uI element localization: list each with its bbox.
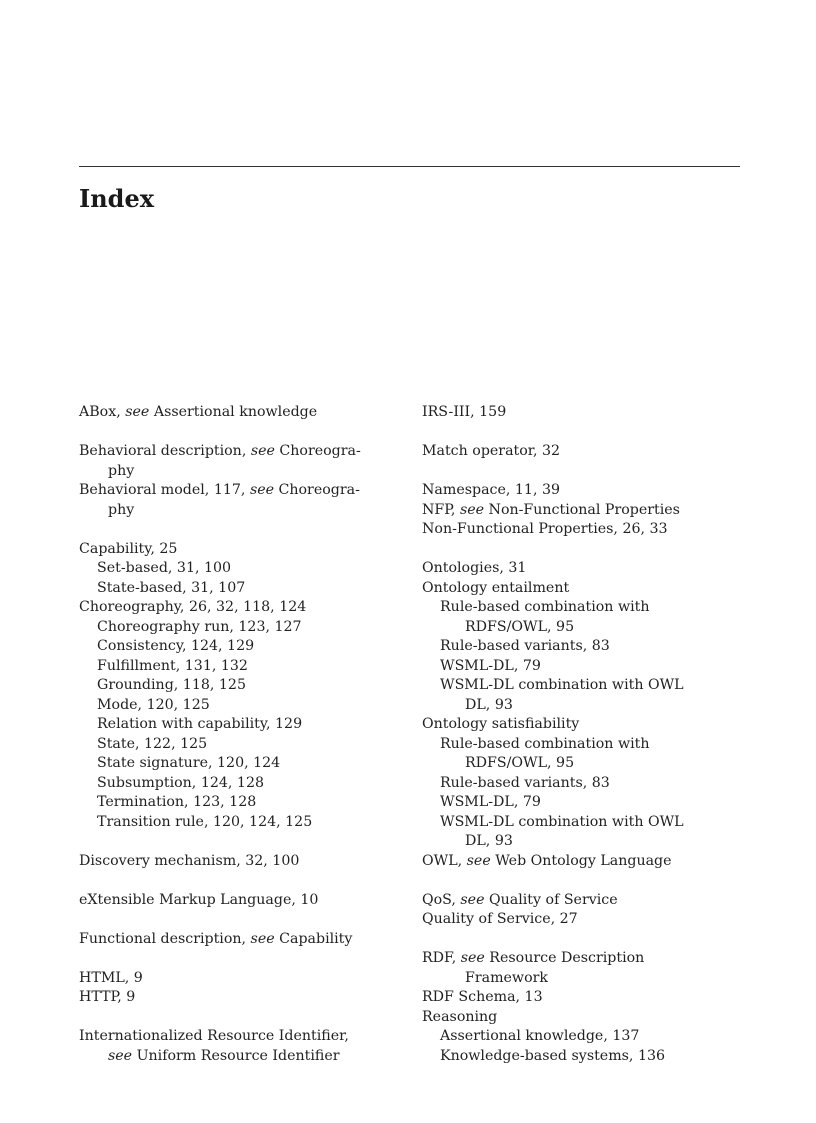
entry-text: WSML-DL combination with OWL xyxy=(440,677,684,693)
entry-text: ABox, xyxy=(79,404,126,420)
see-reference: see xyxy=(125,404,150,420)
see-reference: see xyxy=(460,891,485,908)
index-subentry xyxy=(79,579,389,599)
see-reference: see xyxy=(459,501,485,518)
index-entry xyxy=(79,852,389,872)
index-entry xyxy=(79,1027,389,1047)
entry-text: Rule-based combination with xyxy=(440,599,650,615)
see-reference: see xyxy=(466,852,491,869)
entry-text: Rule-based variants, 83 xyxy=(440,638,610,654)
entry-text: HTML, 9 xyxy=(79,969,143,986)
entry-text: State signature, 120, 124 xyxy=(97,755,281,771)
spacer xyxy=(79,520,389,540)
index-subentry xyxy=(79,559,389,579)
entry-text: Assertional knowledge, 137 xyxy=(440,1028,640,1044)
entry-text: Behavioral model, 117, xyxy=(79,482,250,498)
index-subentry xyxy=(422,676,742,696)
entry-reference-text: Uniform Resource Identifier xyxy=(132,1047,340,1064)
page-title: Index xyxy=(79,184,155,213)
entry-text: Termination, 123, 128 xyxy=(97,794,257,810)
entry-text: Non-Functional Properties, 26, 33 xyxy=(422,521,668,537)
spacer xyxy=(79,871,389,891)
entry-text: Rule-based variants, 83 xyxy=(440,774,610,791)
entry-text: RDFS/OWL, 95 xyxy=(465,618,575,635)
index-entry xyxy=(79,481,389,501)
index-subentry xyxy=(422,735,742,755)
index-entry xyxy=(79,969,389,989)
entry-text: phy xyxy=(108,501,135,518)
index-subentry xyxy=(422,1047,742,1067)
entry-text: Namespace, 11, 39 xyxy=(422,482,561,498)
entry-text: Ontologies, 31 xyxy=(422,560,527,576)
entry-text: Ontology entailment xyxy=(422,579,570,596)
entry-text: Mode, 120, 125 xyxy=(97,696,210,713)
index-entry xyxy=(422,559,742,579)
index-subentry xyxy=(79,774,389,794)
index-subentry xyxy=(422,657,742,677)
entry-text: OWL, xyxy=(422,852,467,869)
entry-text: Match operator, 32 xyxy=(422,443,561,459)
spacer xyxy=(79,949,389,969)
index-subentry xyxy=(79,1047,389,1067)
index-column-left xyxy=(79,403,389,1066)
entry-reference-text: Assertional knowledge xyxy=(149,404,318,420)
see-reference: see xyxy=(249,482,275,498)
entry-text: Behavioral description, xyxy=(79,443,251,459)
index-entry xyxy=(422,891,742,911)
index-column-right xyxy=(422,403,742,1066)
entry-text: RDF, xyxy=(422,950,461,966)
index-subentry xyxy=(79,618,389,638)
entry-text: WSML-DL, 79 xyxy=(440,657,541,674)
entry-text: RDF Schema, 13 xyxy=(422,989,543,1005)
spacer xyxy=(422,871,742,891)
entry-text: Quality of Service, 27 xyxy=(422,911,578,927)
entry-text: eXtensible Markup Language, 10 xyxy=(79,891,319,908)
entry-text: IRS-III, 159 xyxy=(422,404,507,420)
index-subentry xyxy=(422,813,742,833)
spacer xyxy=(79,910,389,930)
index-entry xyxy=(422,481,742,501)
entry-text: Knowledge-based systems, 136 xyxy=(440,1047,666,1064)
index-subentry xyxy=(422,637,742,657)
index-entry xyxy=(422,579,742,599)
index-subentry xyxy=(422,696,742,716)
entry-text: QoS, xyxy=(422,891,461,908)
entry-reference-text: Quality of Service xyxy=(484,891,618,908)
index-entry xyxy=(422,501,742,521)
index-entry xyxy=(79,891,389,911)
index-subentry xyxy=(79,501,389,521)
index-subentry xyxy=(79,793,389,813)
entry-text: Relation with capability, 129 xyxy=(97,716,303,732)
entry-text: phy xyxy=(108,462,135,479)
see-reference: see xyxy=(460,950,485,966)
entry-text: Consistency, 124, 129 xyxy=(97,638,255,654)
see-reference: see xyxy=(250,443,275,459)
index-subentry xyxy=(422,832,742,852)
spacer xyxy=(79,832,389,852)
index-subentry xyxy=(79,715,389,735)
index-subentry xyxy=(422,598,742,618)
index-subentry xyxy=(422,793,742,813)
index-subentry xyxy=(422,1027,742,1047)
entry-text: Capability, 25 xyxy=(79,540,178,557)
index-subentry xyxy=(422,618,742,638)
index-subentry xyxy=(79,813,389,833)
header-rule xyxy=(79,166,740,167)
entry-text: HTTP, 9 xyxy=(79,989,136,1005)
index-entry xyxy=(422,1008,742,1028)
entry-text: Reasoning xyxy=(422,1008,498,1025)
entry-text: DL, 93 xyxy=(465,696,513,713)
entry-text: Functional description, xyxy=(79,930,251,947)
index-entry xyxy=(422,520,742,540)
entry-reference-text: Web Ontology Language xyxy=(490,852,672,869)
entry-text: State-based, 31, 107 xyxy=(97,579,246,596)
entry-reference-text: Resource Description xyxy=(484,950,645,966)
entry-text: Set-based, 31, 100 xyxy=(97,560,232,576)
entry-text: Fulfillment, 131, 132 xyxy=(97,657,248,674)
index-entry xyxy=(422,403,742,423)
entry-reference-text: Choreogra- xyxy=(274,482,360,498)
entry-text: Subsumption, 124, 128 xyxy=(97,774,265,791)
spacer xyxy=(422,540,742,560)
index-subentry xyxy=(79,657,389,677)
index-subentry xyxy=(79,462,389,482)
entry-text: Choreography, 26, 32, 118, 124 xyxy=(79,599,307,615)
entry-text: State, 122, 125 xyxy=(97,735,208,752)
index-entry xyxy=(422,442,742,462)
index-entry xyxy=(79,540,389,560)
index-subentry xyxy=(79,676,389,696)
entry-text: Transition rule, 120, 124, 125 xyxy=(97,813,313,830)
spacer xyxy=(79,1008,389,1028)
entry-text: Rule-based combination with xyxy=(440,735,650,752)
entry-text: Discovery mechanism, 32, 100 xyxy=(79,852,300,869)
spacer xyxy=(422,462,742,482)
index-subentry xyxy=(422,969,742,989)
index-entry xyxy=(79,598,389,618)
entry-text: WSML-DL, 79 xyxy=(440,794,541,810)
index-entry xyxy=(422,852,742,872)
entry-text: NFP, xyxy=(422,501,460,518)
index-subentry xyxy=(79,637,389,657)
index-entry xyxy=(422,949,742,969)
index-subentry xyxy=(79,735,389,755)
spacer xyxy=(422,423,742,443)
entry-text: Internationalized Resource Identifier, xyxy=(79,1028,349,1044)
entry-text: Grounding, 118, 125 xyxy=(97,677,246,693)
index-subentry xyxy=(422,774,742,794)
index-subentry xyxy=(79,696,389,716)
spacer xyxy=(422,930,742,950)
entry-reference-text: Capability xyxy=(274,930,353,947)
entry-text: Choreography run, 123, 127 xyxy=(97,618,302,635)
entry-text: Ontology satisfiability xyxy=(422,716,580,732)
index-entry xyxy=(422,715,742,735)
index-entry xyxy=(79,930,389,950)
index-entry xyxy=(79,403,389,423)
spacer xyxy=(79,423,389,443)
entry-text: WSML-DL combination with OWL xyxy=(440,813,684,830)
index-entry xyxy=(422,988,742,1008)
index-subentry xyxy=(79,754,389,774)
entry-reference-text: Choreogra- xyxy=(274,443,361,459)
entry-reference-text: Non-Functional Properties xyxy=(484,501,680,518)
index-entry xyxy=(79,988,389,1008)
entry-text: Framework xyxy=(465,969,548,986)
index-entry xyxy=(422,910,742,930)
see-reference: see xyxy=(108,1047,133,1064)
index-entry xyxy=(79,442,389,462)
entry-text: RDFS/OWL, 95 xyxy=(465,755,575,771)
index-subentry xyxy=(422,754,742,774)
see-reference: see xyxy=(250,930,275,947)
entry-text: DL, 93 xyxy=(465,833,513,849)
